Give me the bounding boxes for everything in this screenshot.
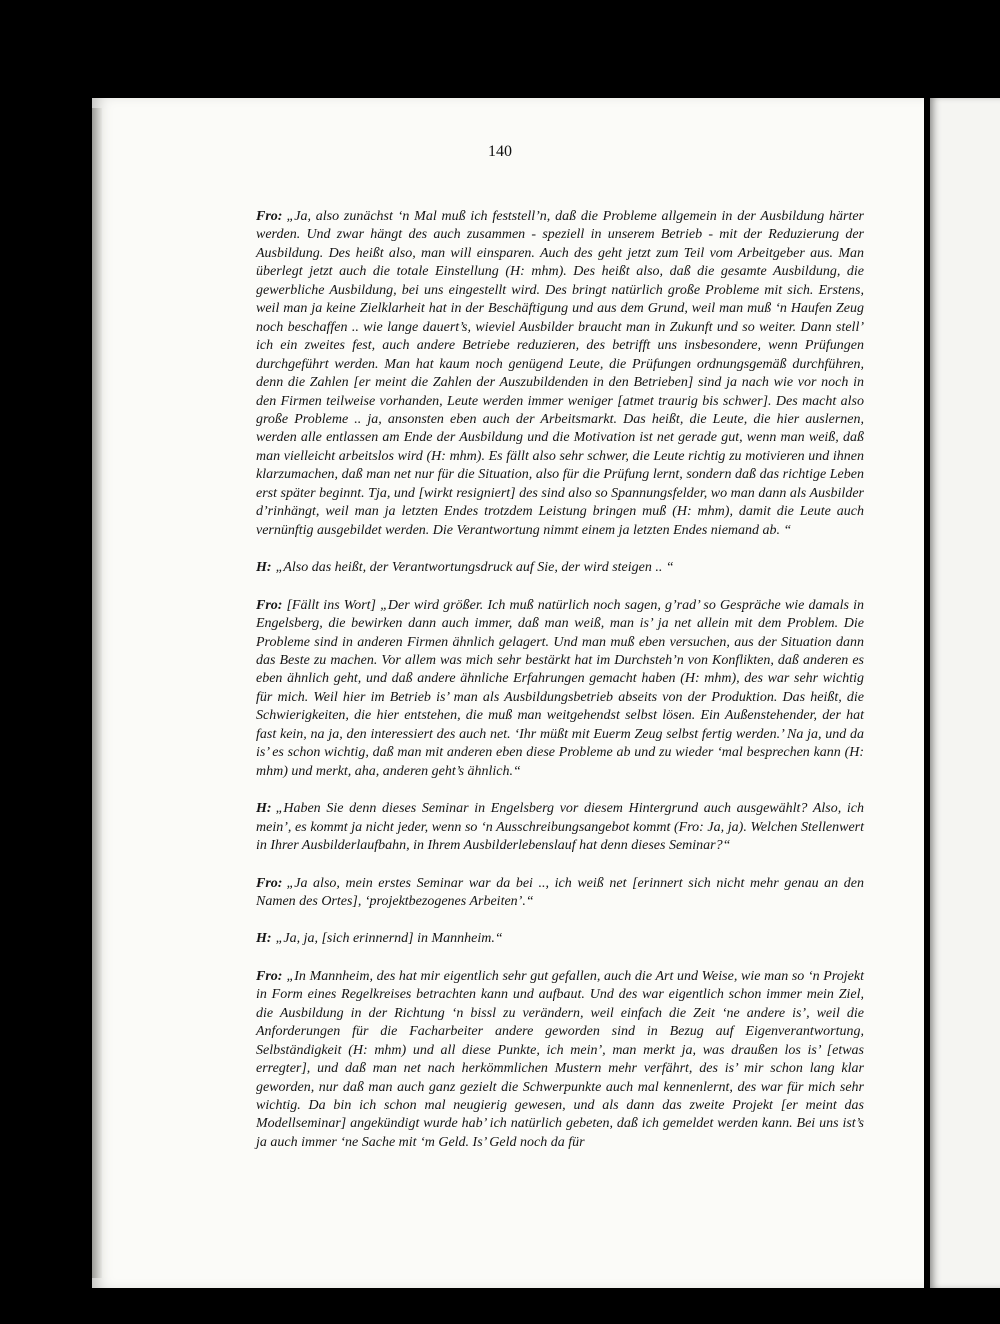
speaker-label: Fro: <box>256 968 283 984</box>
paragraph-text: „In Mannheim, des hat mir eigentlich sehr gut gefallen, auch die Art und Weise, wie man so ‘n Projekt in Form eines Regelkreises betrachten kann und aufbaut. Und des war eigentlich schon immer mein Ziel, die Ausbildung in der Richtung ‘n bissl zu verändern, weil einfach die Zeit ‘ne andere is’, weil die Anforderungen für die Facharbeiter andere geworden sind in Bezug auf Eigenverantwortung, Selbständigkeit (H: mhm) und all diese Punkte, ich mein’, man merkt ja, was draußen los is’ [etwas erregter], und daß man net nach herkömmlichen Mustern mehr verfährt, des is’ mir schon lang klar geworden, nur daß man auch ganz gezielt die Schwerpunkte auch mal kennenlernt, des war für mich sehr wichtig. Da bin ich schon mal neugierig gewesen, und als dann das zweite Projekt [er meint das Modellseminar] angekündigt wurde hab’ ich natürlich gebeten, daß ich gemeldet werden kann. Bei uns ist’s ja auch immer ‘ne Sache mit ‘m Geld. Is’ Geld noch da für <box>256 968 864 1150</box>
speaker-label: Fro: <box>256 597 283 613</box>
page-body <box>256 208 864 1171</box>
paragraph-text: „Ja, also zunächst ‘n Mal muß ich feststell’n, daß die Probleme allgemein in der Ausbildung härter werden. Und zwar hängt des auch zusammen - speziell in unserem Betrieb - mit der Reduzierung der Ausbildung. Des heißt also, man will einsparen. Auch des geht jetzt zum Teil vom Arbeitgeber aus. Man überlegt jetzt auch die totale Einstellung (H: mhm). Des heißt also, daß die gesamte Ausbildung, die gewerbliche Ausbildung, bei uns eingestellt wird. Des bringt natürlich große Probleme mit sich. Erstens, weil man ja keine Zielklarheit hat in der Beschäftigung und aus dem Grund, weil man muß ‘n Haufen Zeug noch beschaffen .. wie lange dauert’s, wieviel Ausbilder braucht man in Zukunft und so weiter. Dann stell’ ich ein zweites fest, auch andere Betriebe reduzieren, des betrifft uns insbesondere, wenn Prüfungen durchgeführt werden. Man hat kaum noch genügend Leute, die Prüfungen ordnungsgemäß durchführen, denn die Zahlen [er meint die Zahlen der Auszubildenden in den Betrieben] sind ja nach wie vor noch in den Firmen teilweise vorhanden, Leute werden immer weniger [atmet traurig bis schwer]. Des macht also große Probleme .. ja, ansonsten eben auch der Arbeitsmarkt. Das heißt, die Leute, die hier auslernen, werden alle entlassen am Ende der Ausbildung und die Motivation ist net gerade gut, wenn man weiß, daß man vielleicht arbeitslos wird (H: mhm). Es fällt also sehr schwer, die Leute richtig zu motivieren und ihnen klarzumachen, daß man net nur für die Situation, also für die Prüfung lernt, sondern daß das richtige Leben erst später beginnt. Tja, und [wirkt resigniert] des sind also so Spannungsfelder, wo man dann als Ausbilder d’rinhängt, weil man ja letzten Endes trotzdem Leistung bringen muß (H: mhm), damit die Leute auch vernünftig ausgebildet werden. Die Verantwortung nimmt einem ja letzten Endes niemand ab. “ <box>256 209 864 538</box>
interview-paragraph <box>256 597 864 782</box>
speaker-label: H: <box>256 931 272 947</box>
paragraph-text: „Ja, ja, [sich erinnernd] in Mannheim.“ <box>275 931 503 947</box>
speaker-label: H: <box>256 560 272 576</box>
interview-paragraph <box>256 968 864 1153</box>
paragraph-text: „Also das heißt, der Verantwortungsdruck auf Sie, der wird steigen .. “ <box>275 560 674 576</box>
interview-paragraph <box>256 208 864 540</box>
paragraph-text: „Haben Sie denn dieses Seminar in Engelsberg vor diesem Hintergrund auch ausgewählt? Also, ich mein’, es kommt ja nicht jeder, wenn so ‘n Ausschreibungsangebot kommt (Fro: Ja, ja). Welchen Stellenwert in Ihrer Ausbilderlaufbahn, in Ihrem Ausbilderlebenslauf hat denn dieses Seminar?“ <box>256 801 864 854</box>
interview-paragraph <box>256 800 864 855</box>
speaker-label: Fro: <box>256 875 283 891</box>
interview-paragraph <box>256 930 864 948</box>
speaker-label: H: <box>256 801 272 817</box>
interview-paragraph <box>256 559 864 577</box>
page-number: 140 <box>488 143 512 160</box>
paragraph-text: „Ja also, mein erstes Seminar war da bei .., ich weiß net [erinnert sich nicht mehr genau an den Namen des Ortes], ‘projektbezogenes Arbeiten’.“ <box>256 875 864 909</box>
page-gutter-shadow <box>92 108 102 1278</box>
adjacent-page <box>930 98 1000 1288</box>
speaker-label: Fro: <box>256 209 283 224</box>
paragraph-text: [Fällt ins Wort] „Der wird größer. Ich muß natürlich noch sagen, g’rad’ so Gespräche wie damals in Engelsberg, die bewirken dann auch immer, daß man weiß, man is’ ja net allein mit dem Problem. Die Probleme sind in anderen Firmen ähnlich gelagert. Und man muß eben versuchen, aus der Situation dann das Beste zu machen. Vor allem was mich sehr bestärkt hat im Durchsteh’n von Konflikten, daß anderen es eben ähnlich geht, und daß andere ähnliche Erfahrungen gemacht haben (H: mhm), des war sehr wichtig für mich. Weil hier im Betrieb is’ man als Ausbildungsbetrieb abseits von der Produktion. Das heißt, die Schwierigkeiten, die hier entstehen, die muß man weitgehendst selbst lösen. Ein Außenstehender, der hat fast kein, na ja, den interessiert des auch net. ‘Ihr müßt mit Euerm Zeug selbst fertig werden.’ Na ja, und da is’ es schon wichtig, daß man mit anderen eben diese Probleme ab und zu wieder ‘mal besprechen kann (H: mhm) und merkt, aha, anderen geht’s ähnlich.“ <box>256 597 864 779</box>
interview-paragraph <box>256 875 864 912</box>
